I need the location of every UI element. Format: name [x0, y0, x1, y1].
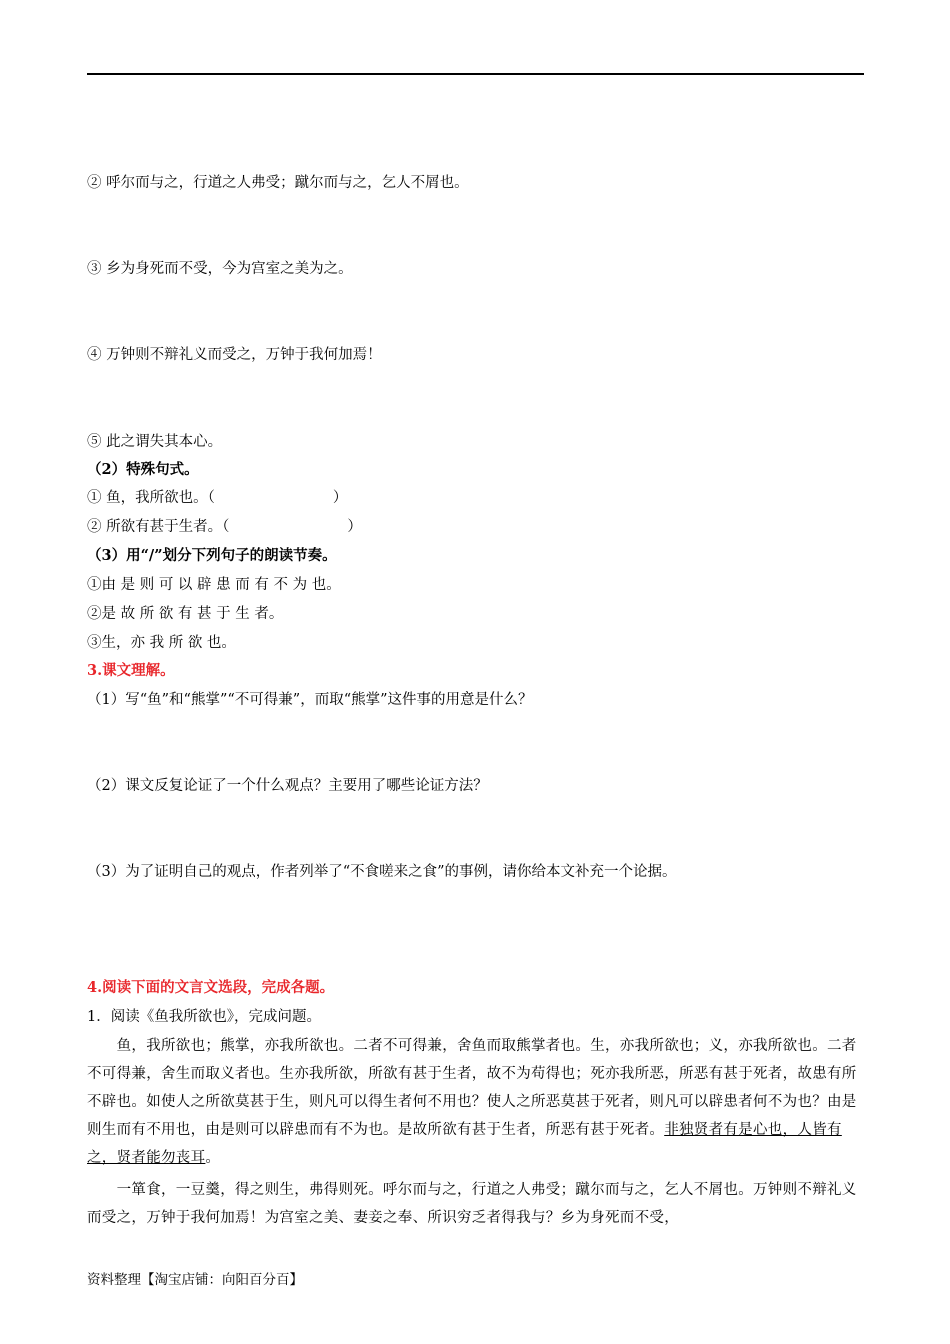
- passage-paragraph-1: [87, 1032, 862, 1172]
- header-rule: [87, 73, 864, 75]
- part3-q3: （3）为了证明自己的观点，作者列举了“不食嗟来之食”的事例，请你给本文补充一个论据。: [87, 864, 677, 880]
- passage-p1-end: 。: [205, 1150, 221, 1166]
- footer-note: 资料整理【淘宝店铺：向阳百分百】: [87, 1272, 303, 1288]
- item-2: ② 呼尔而与之，行道之人弗受；蹴尔而与之，乞人不屑也。: [87, 175, 469, 191]
- sec2-q1: [87, 488, 347, 508]
- sec2-q2-text: ② 所欲有甚于生者。（: [87, 519, 230, 535]
- passage-paragraph-2: 一箪食，一豆羹，得之则生，弗得则死。呼尔而与之，行道之人弗受；蹴尔而与之，乞人不屑也。万钟则不辩礼义而受之，万钟于我何加焉！为宫室之美、妻妾之奉、所识穷乏者得我与？乡为身死而不受，: [87, 1182, 857, 1226]
- part3-q1: （1）写“鱼”和“熊掌”“不可得兼”，而取“熊掌”这件事的用意是什么？: [87, 692, 533, 708]
- sec3-r2: ②是 故 所 欲 有 甚 于 生 者。: [87, 606, 284, 622]
- part4-heading: 4.阅读下面的文言文选段，完成各题。: [87, 979, 335, 996]
- passage-p1-main: 鱼，我所欲也；熊掌，亦我所欲也。二者不可得兼，舍鱼而取熊掌者也。生，亦我所欲也；义，亦我所欲也。二者不可得兼，舍生而取义者也。生亦我所欲，所欲有甚于生者，故不为苟得也；死亦我所恶，所恶有甚于死者，故患有所不辟也。如使人之所欲莫甚于生，则凡可以得生者何不用也？使人之所恶莫甚于死者，则凡可以辟患者何不为也？由是则生而有不用也，由是则可以辟患而有不为也。是故所欲有甚于生者，所恶有甚于死者。: [87, 1038, 857, 1138]
- part3-heading: 3.课文理解。: [87, 662, 175, 679]
- sec3-r3: ③生，亦 我 所 欲 也。: [87, 635, 236, 651]
- sec2-q1-text: ① 鱼，我所欲也。（: [87, 490, 215, 506]
- sec2-q2: [87, 517, 362, 537]
- item-5: ⑤ 此之谓失其本心。: [87, 434, 223, 450]
- item-3: ③ 乡为身死而不受，今为宫室之美为之。: [87, 261, 353, 277]
- passage-p1-underlined: 非独贤者有是心也，人皆有之，贤者能勿丧耳: [87, 1122, 842, 1166]
- part4-intro: 1．阅读《鱼我所欲也》，完成问题。: [87, 1009, 321, 1025]
- sec2-q2-close: ）: [347, 519, 362, 535]
- part3-q2: （2）课文反复论证了一个什么观点？主要用了哪些论证方法？: [87, 778, 488, 794]
- item-4: ④ 万钟则不辩礼义而受之，万钟于我何加焉！: [87, 347, 382, 363]
- sec2-heading: （2）特殊句式。: [87, 461, 199, 478]
- sec3-heading: （3）用“/”划分下列句子的朗读节奏。: [87, 547, 337, 564]
- sec3-r1: ①由 是 则 可 以 辟 患 而 有 不 为 也。: [87, 577, 341, 593]
- sec2-q1-close: ）: [332, 490, 348, 506]
